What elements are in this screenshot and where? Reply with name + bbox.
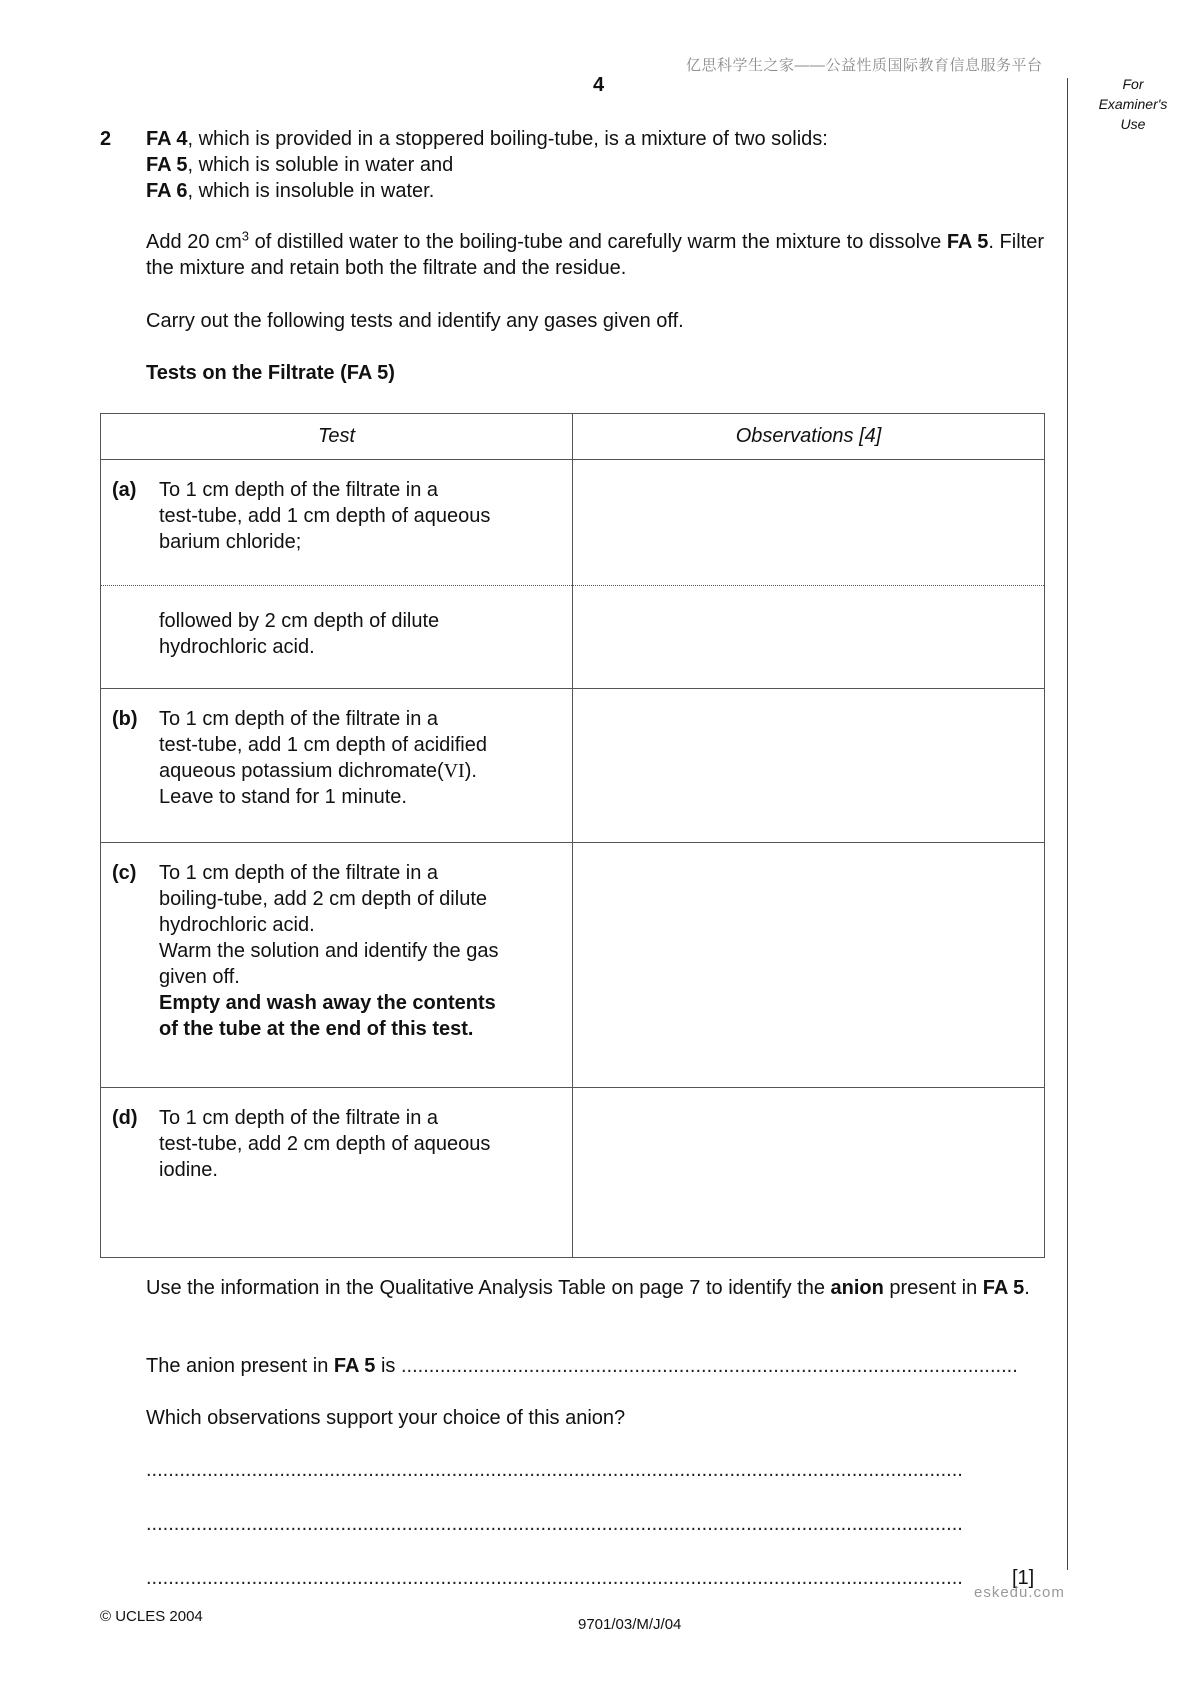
test-cell-d [101, 1088, 573, 1258]
table-row [101, 843, 1045, 1088]
observation-cell-a-followup[interactable] [573, 586, 1045, 689]
question-number: 2 [100, 128, 112, 150]
tests-table [100, 413, 1045, 1258]
examiner-use-label [1088, 74, 1178, 134]
qualitative-analysis-instruction: Use the information in the Qualitative Analysis Table on page 7 to identify the anion present in FA 5. [146, 1277, 1030, 1299]
test-cell-c [101, 843, 573, 1088]
observation-cell-b[interactable] [573, 689, 1045, 843]
test-d-line: To 1 cm depth of the filtrate in a [159, 1107, 439, 1129]
test-c-line: hydrochloric acid. [159, 914, 315, 936]
question-intro [146, 126, 1044, 204]
examiner-line-1: For [1122, 76, 1144, 92]
table-row [101, 689, 1045, 843]
test-cell-b [101, 689, 573, 843]
test-c-warning: Empty and wash away the contents [159, 992, 496, 1014]
test-d-line: test-tube, add 2 cm depth of aqueous [159, 1133, 491, 1155]
test-d-line: iodine. [159, 1159, 218, 1181]
test-b-line: test-tube, add 1 cm depth of acidified [159, 734, 487, 756]
test-cell-a-followup [101, 586, 573, 689]
test-header: Test [101, 414, 573, 460]
instruction-paragraph: Add 20 $cm^3$ of distilled water to the boiling-tube and carefully warm the mixture to dissolve FA 5. Filter the mixture and retain both the filtrate and the residue. [146, 228, 1044, 279]
examiner-line-3: Use [1120, 116, 1146, 132]
test-label-d: (d) [112, 1107, 138, 1129]
test-cell-a [101, 460, 573, 586]
answer-line-1[interactable]: ................................................................................................................................................... [146, 1459, 963, 1481]
carry-out-instruction: Carry out the following tests and identify any gases given off. [146, 310, 684, 332]
test-a2-line: followed by 2 cm depth of dilute [159, 610, 440, 632]
paper-code: 9701/03/M/J/04 [578, 1616, 682, 1633]
observations-header: Observations [4] [573, 414, 1045, 460]
test-b-line: Leave to stand for 1 minute. [159, 786, 407, 808]
test-c-line: Warm the solution and identify the gas [159, 940, 499, 962]
intro-line-3: FA 6, which is insoluble in water. [146, 180, 435, 202]
observation-cell-d[interactable] [573, 1088, 1045, 1258]
table-row [101, 586, 1045, 689]
intro-line-2: FA 5, which is soluble in water and [146, 154, 454, 176]
mark-allocation: [1] [1012, 1567, 1035, 1589]
answer-line-2[interactable]: ................................................................................................................................................... [146, 1513, 963, 1535]
answer-dots: ............................................................................................................... [400, 1355, 1018, 1377]
examiner-line-2: Examiner's [1098, 96, 1168, 112]
test-label-c: (c) [112, 862, 137, 884]
test-c-line: boiling-tube, add 2 cm depth of dilute [159, 888, 487, 910]
supporting-observations-question: Which observations support your choice of this anion? [146, 1407, 626, 1429]
test-b-line: aqueous potassium dichromate(VI). [159, 760, 477, 782]
test-c-warning: of the tube at the end of this test. [159, 1018, 474, 1040]
test-c-line: To 1 cm depth of the filtrate in a [159, 862, 439, 884]
anion-answer-line[interactable]: The anion present in FA 5 is ............................................................................................................... [146, 1355, 1018, 1377]
intro-line-1: FA 4, which is provided in a stoppered boiling-tube, is a mixture of two solids: [146, 128, 828, 150]
test-a-line: To 1 cm depth of the filtrate in a [159, 479, 439, 501]
test-label-b: (b) [112, 708, 138, 730]
table-row [101, 460, 1045, 586]
footer-watermark: eskedu.com [974, 1584, 1065, 1601]
observation-cell-c[interactable] [573, 843, 1045, 1088]
filtrate-subheading: Tests on the Filtrate (FA 5) [146, 362, 395, 384]
test-c-line: given off. [159, 966, 240, 988]
answer-line-3[interactable]: ................................................................................................................................................... [146, 1567, 963, 1589]
test-a-line: barium chloride; [159, 531, 302, 553]
observation-cell-a[interactable] [573, 460, 1045, 586]
page-number: 4 [593, 74, 605, 96]
test-label-a: (a) [112, 479, 137, 501]
test-b-line: To 1 cm depth of the filtrate in a [159, 708, 439, 730]
header-watermark: 亿思科学生之家——公益性质国际教育信息服务平台 [686, 57, 1043, 74]
copyright: © UCLES 2004 [100, 1608, 203, 1625]
test-a2-line: hydrochloric acid. [159, 636, 315, 658]
table-row [101, 1088, 1045, 1258]
examiner-margin-line [1067, 78, 1068, 1570]
test-a-line: test-tube, add 1 cm depth of aqueous [159, 505, 491, 527]
